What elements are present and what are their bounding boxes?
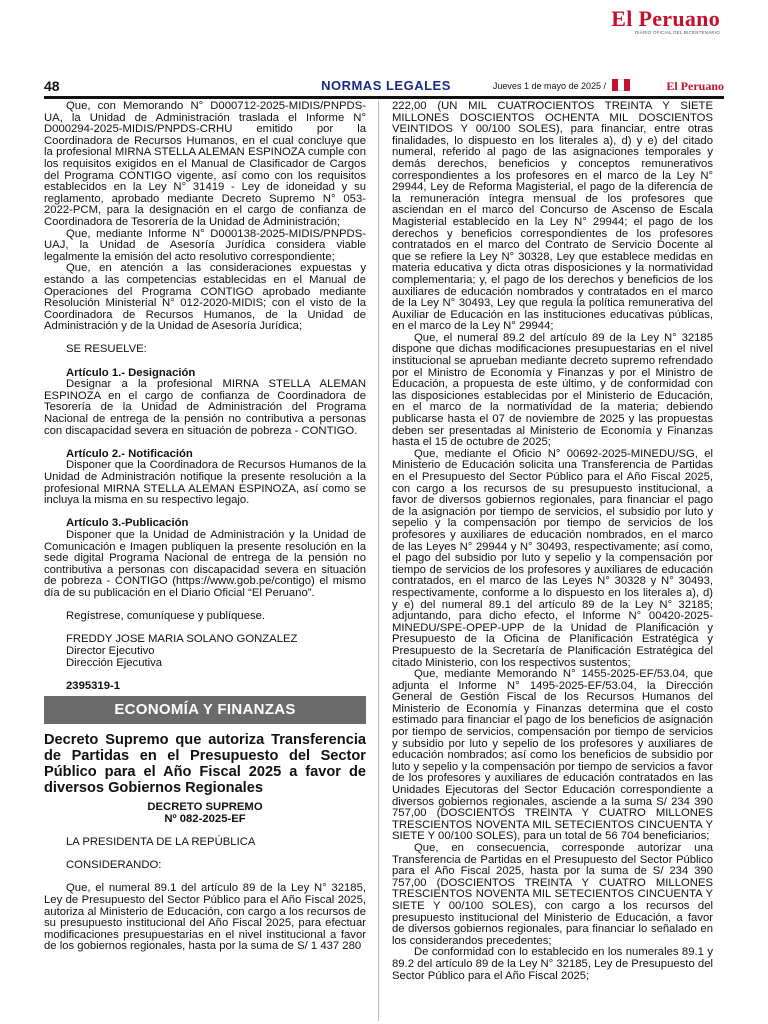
paragraph: Que, en atención a las consideraciones expuestas y estando a las competencias establecidas en el Manual de Operaciones del Programa CONTIGO aprobado mediante Resolución Ministerial N° 012-2020-MIDIS; con el visto de la Coordinadora de Recursos Humanos, de la Unidad de Administración y de la Unidad de Asesoría Jurídica; — [44, 262, 366, 333]
paragraph: De conformidad con lo establecido en los numerales 89.1 y 89.2 del artículo 89 de la Ley N° 32185, Ley de Presupuesto del Sector Público para el Año Fiscal 2025; — [392, 946, 713, 982]
peru-flag-icon — [612, 79, 630, 91]
signer-name: FREDDY JOSE MARIA SOLANO GONZALEZ — [66, 633, 298, 646]
logo-tagline: DIARIO OFICIAL DEL BICENTENARIO — [634, 30, 720, 35]
article-2-title: Artículo 2.- Notificación — [66, 447, 193, 460]
left-column — [44, 101, 366, 953]
resolve-heading: SE RESUELVE: — [66, 343, 147, 356]
right-column — [392, 101, 713, 982]
paragraph: Que, mediante el Oficio N° 00692-2025-MINEDU/SG, el Ministerio de Educación solicita una Transferencia de Partidas en el Presupuesto del Sector Público para el Año Fiscal 2025, con cargo a los recursos de su presupuesto institucional, a favor de diversos gobiernos regionales, para financiar el pago de la asignación por tiempo de servicios, el subsidio por luto y sepelio y la compensación por tiempo de servicios de los profesores y auxiliares de educación nombrados, en el marco de las Leyes N° 29944 y N° 30493, respectivamente; así como, el pago del subsidio por luto y sepelio y la compensación por tiempo de servicios de los profesores y auxiliares de educación contratados, en el marco de las Leyes N° 30328 y N° 30493, respectivamente, conforme a lo dispuesto en los literales a), d) y e) del numeral 89.1 del artículo 89 de la Ley N° 32185; adjuntando, para dicho efecto, el Informe N° 00420-2025-MINEDU/SPE-OPEP-UPP de la Unidad de Planificación y Presupuesto de la Oficina de Planificación Estratégica y Presupuesto de la Secretaría de Planificación Estratégica del citado Ministerio, con los respectivos sustentos; — [392, 447, 713, 669]
column-divider — [378, 101, 379, 1021]
paragraph: 222,00 (UN MIL CUATROCIENTOS TREINTA Y SIETE MILLONES DOSCIENTOS OCHENTA MIL DOSCIENTOS VEINTIDOS Y 00/100 SOLES), para financiar, entre otras finalidades, lo dispuesto en los literales a), d) y e) del citado numeral, referido al pago de las asignaciones temporales y demás derechos, beneficios y conceptos remunerativos correspondientes a los profesores en el marco de la Ley N° 29944, Ley de Reforma Magisterial, el pago de la diferencia de la remuneración íntegra mensual de los profesores que asciendan en el marco del Concurso de Ascenso de Escala Magisterial establecido en la Ley N° 29944; el pago de los derechos y beneficios correspondientes de los profesores contratados en el marco del Contrato de Servicio Docente al que se refiere la Ley N° 30328, Ley que establece medidas en materia educativa y dicta otras disposiciones y la normatividad complementaria; y, el pago de los derechos y beneficios de los auxiliares de educación nombrados y contratados en el marco de la Ley N° 30493, Ley que regula la política remunerativa del Auxiliar de Educación en las instituciones educativas públicas, en el marco de la Ley N° 29944; — [392, 100, 713, 333]
article-3-text: Disponer que la Unidad de Administración y la Unidad de Comunicación e Imagen publiquen la presente resolución en la sede digital Programa Nacional de entrega de la pensión no contributiva a personas con discapacidad severa en situación de pobreza - CONTIGO (https://www.gob.pe/contigo) el mismo día de su publicación en el Diario Oficial “El Peruano”. — [44, 528, 366, 599]
paragraph: Que, el numeral 89.1 del artículo 89 de la Ley N° 32185, Ley de Presupuesto del Sector Público para el Año Fiscal 2025, autoriza al Ministerio de Educación, con cargo a los recursos de su presupuesto institucional del Año Fiscal 2025, para efectuar modificaciones presupuestarias en el nivel institucional a favor de los gobiernos regionales, hasta por la suma de S/ 1 437 280 — [44, 882, 366, 953]
issuer-line: LA PRESIDENTA DE LA REPÚBLICA — [66, 836, 256, 849]
document-code: 2395319-1 — [66, 679, 121, 692]
closing-formula: Regístrese, comuníquese y publíquese. — [66, 610, 266, 623]
paragraph: Que, con Memorando N° D000712-2025-MIDIS/PNPDS-UA, la Unidad de Administración traslada el Informe N° D000294-2025-MIDIS/PNPDS-CRHU emitido por la Coordinadora de Recursos Humanos, en el cual concluye que la profesional MIRNA STELLA ALEMAN ESPINOZA cumple con los requisitos exigidos en el Manual de Clasificador de Cargos del Programa CONTIGO vigente, así como con los requisitos establecidos en la Ley N° 31419 - Ley de idoneidad y su reglamento, aprobado mediante Decreto Supremo N° 053-2022-PCM, para la designación en el cargo de confianza de Coordinadora de Tesorería de la Unidad de Administración; — [44, 100, 366, 228]
signer-role: Director Ejecutivo — [66, 644, 155, 657]
signer-office: Dirección Ejecutiva — [66, 656, 163, 669]
decree-label: DECRETO SUPREMO — [147, 801, 263, 814]
article-1-text: Designar a la profesional MIRNA STELLA ALEMAN ESPINOZA en el cargo de confianza de Coordinadora de Tesorería de la Unidad de Administración del Programa Nacional de entrega de la pensión no contributiva a personas con discapacidad severa en situación de pobreza - CONTIGO. — [44, 378, 366, 437]
paragraph: Que, mediante Informe N° D000138-2025-MIDIS/PNPDS-UAJ, la Unidad de Asesoría Jurídica considera viable legalmente la emisión del acto resolutivo correspondiente; — [44, 227, 366, 263]
article-2-text: Disponer que la Coordinadora de Recursos Humanos de la Unidad de Administración notifique la presente resolución a la profesional MIRNA STELLA ALEMAN ESPINOZA, así como se incluya la misma en su respectivo legajo. — [44, 459, 366, 507]
decree-number: Nº 082-2025-EF — [164, 812, 246, 825]
article-3-title: Artículo 3.-Publicación — [66, 517, 189, 530]
decree-title: Decreto Supremo que autoriza Transferencia de Partidas en el Presupuesto del Sector Público para el Año Fiscal 2025 a favor de diversos Gobiernos Regionales — [44, 732, 366, 797]
masthead — [0, 0, 768, 40]
page-number: 48 — [44, 78, 60, 94]
section-banner: ECONOMÍA Y FINANZAS — [44, 696, 366, 724]
section-title: NORMAS LEGALES — [321, 78, 451, 93]
paragraph: Que, el numeral 89.2 del artículo 89 de la Ley N° 32185 dispone que dichas modificaciones presupuestarias en el nivel institucional se aprueban mediante decreto supremo refrendado por el Ministro de Economía y Finanzas y por el Ministro de Educación, a propuesta de este último, y de conformidad con las disposiciones establecidas por el Ministerio de Educación, en el marco de la normatividad de la materia; debiendo publicarse hasta el 07 de noviembre de 2025 y las propuestas deben ser presentadas al Ministerio de Economía y Finanzas hasta el 15 de octubre de 2025; — [392, 331, 713, 449]
paragraph: Que, mediante Memorando N° 1455-2025-EF/53.04, que adjunta el Informe N° 1495-2025-EF/53.04, la Dirección General de Gestión Fiscal de los Recursos Humanos del Ministerio de Economía y Finanzas determina que el costo estimado para financiar el pago de los beneficios de asignación por tiempo de servicios, compensación por tiempo de servicios y subsidio por luto y sepelio de los profesores y auxiliares de educación nombrados; así como los beneficios de subsidio por luto y sepelio y la compensación por tiempo de servicios a favor de los profesores y auxiliares de educación contratados en las Unidades Ejecutoras del Sector Educación correspondiente a diversos gobiernos regionales, asciende a la suma S/ 234 390 757,00 (DOSCIENTOS TREINTA Y CUATRO MILLONES TRESCIENTOS NOVENTA MIL SETECIENTOS CINCUENTA Y SIETE Y 00/100 SOLES), para un total de 56 704 beneficiarios; — [392, 668, 713, 843]
article-1-title: Artículo 1.- Designación — [66, 366, 196, 379]
publication-date: Jueves 1 de mayo de 2025 / — [492, 81, 606, 91]
paragraph: Que, en consecuencia, corresponde autorizar una Transferencia de Partidas en el Presupuesto del Sector Público para el Año Fiscal 2025, hasta por la suma de S/ 234 390 757,00 (DOSCIENTOS TREINTA Y CUATRO MILLONES TRESCIENTOS NOVENTA MIL SETECIENTOS CINCUENTA Y SIETE Y 00/100 SOLES), con cargo a los recursos del presupuesto institucional del Ministerio de Educación, a favor de diversos gobiernos regionales, para financiar lo señalado en los considerandos precedentes; — [392, 842, 713, 947]
header-brand: El Peruano — [666, 79, 724, 93]
el-peruano-logo: El Peruano — [611, 6, 720, 31]
considerando-heading: CONSIDERANDO: — [66, 859, 162, 872]
page-header — [44, 78, 724, 99]
